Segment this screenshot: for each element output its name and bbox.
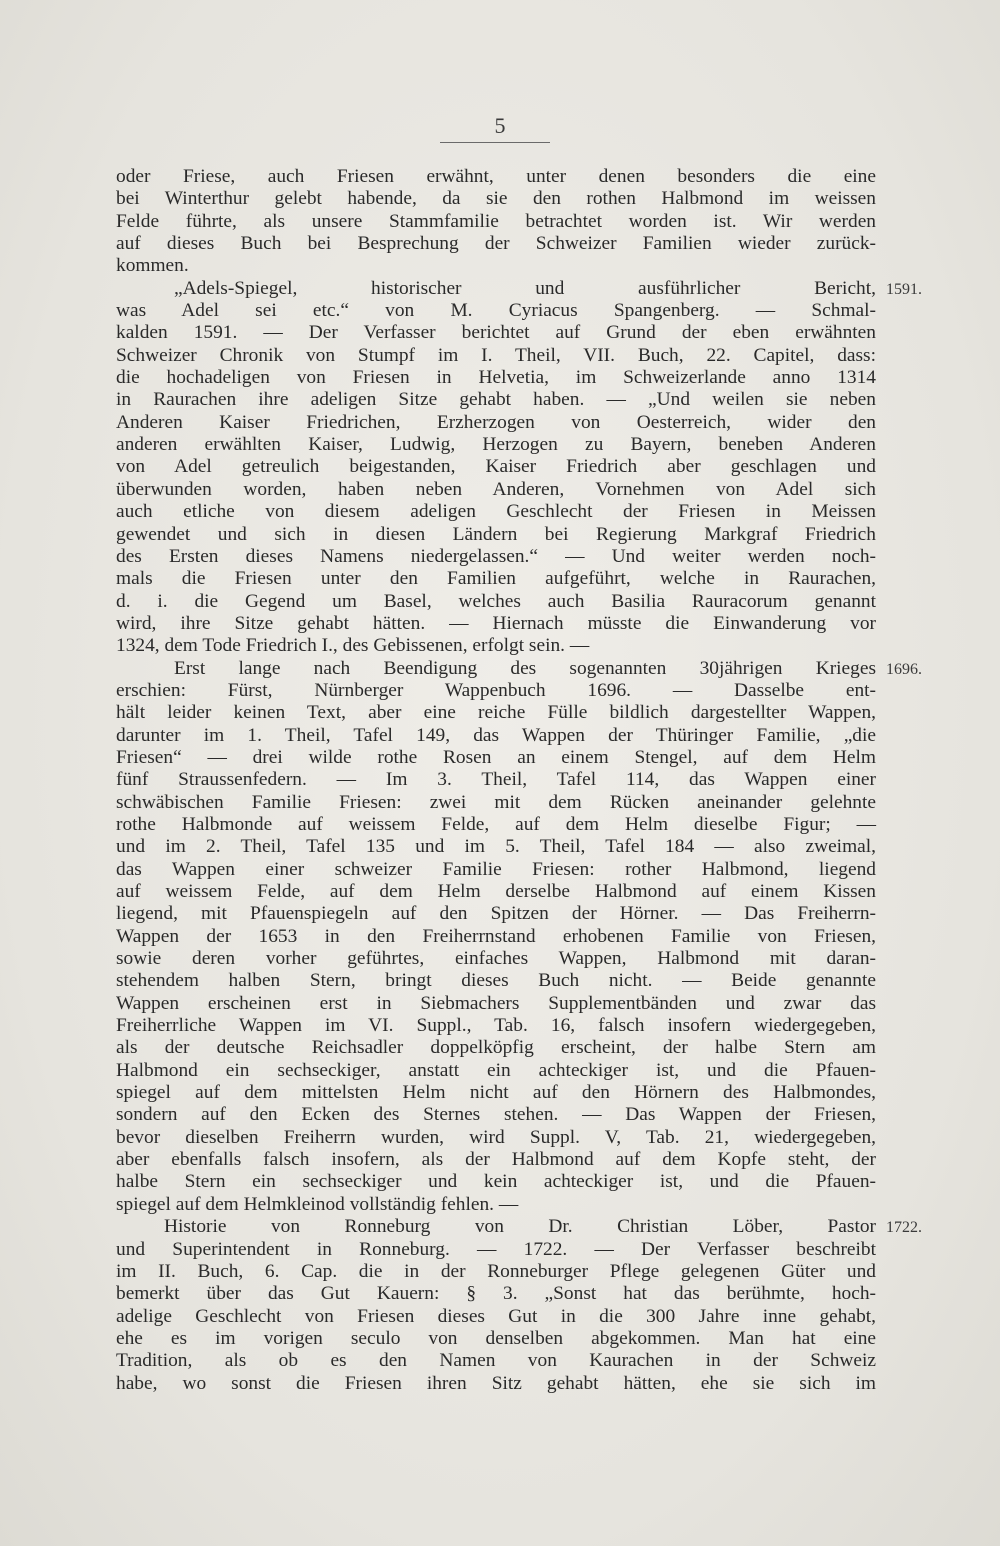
text-line: auf weissem Felde, auf dem Helm derselbe Halbmond auf einem Kissen bbox=[116, 881, 876, 902]
text-line: auf dieses Buch bei Besprechung der Schweizer Familien wieder zurück- bbox=[116, 233, 876, 255]
text-line: was Adel sei etc.“ von M. Cyriacus Spangenberg. — Schmal- bbox=[116, 300, 876, 322]
text-line: Felde führte, als unsere Stammfamilie betrachtet worden ist. Wir werden bbox=[116, 210, 876, 232]
text-line: adelige Geschlecht von Friesen dieses Gut in die 300 Jahre inne gehabt, bbox=[116, 1305, 876, 1327]
text-line: Schweizer Chronik von Stumpf im I. Theil, VII. Buch, 22. Capitel, dass: bbox=[116, 344, 876, 366]
text-line: hält leider keinen Text, aber eine reiche Fülle bildlich dargestellter Wappen, bbox=[116, 702, 876, 724]
text-line: fünf Straussenfedern. — Im 3. Theil, Tafel 114, das Wappen einer bbox=[116, 769, 876, 791]
header-rule bbox=[440, 142, 550, 143]
text-line: d. i. die Gegend um Basel, welches auch Basilia Rauracorum genannt bbox=[116, 590, 876, 612]
text-line: Wappen erscheinen erst in Siebmachers Supplementbänden und zwar das bbox=[116, 992, 876, 1014]
body-text bbox=[116, 166, 876, 1395]
text-line: mals die Friesen unter den Familien aufgeführt, welche in Raurachen, bbox=[116, 568, 876, 590]
text-line: bevor dieselben Freiherrn wurden, wird Suppl. V, Tab. 21, wiedergegeben, bbox=[116, 1126, 876, 1148]
text-line: bemerkt über das Gut Kauern: § 3. „Sonst hat das berühmte, hoch- bbox=[116, 1283, 876, 1305]
text-line: überwunden worden, haben neben Anderen, Vornehmen von Adel sich bbox=[116, 478, 876, 500]
text-line: darunter im 1. Theil, Tafel 149, das Wappen der Thüringer Familie, „die bbox=[116, 724, 876, 746]
text-line: liegend, mit Pfauenspiegeln auf den Spitzen der Hörner. — Das Freiherrn- bbox=[116, 903, 876, 925]
text-line: von Adel getreulich beigestanden, Kaiser Friedrich aber geschlagen und bbox=[116, 456, 876, 478]
text-line: Historie von Ronneburg von Dr. Christian Löber, Pastor bbox=[164, 1216, 876, 1238]
text-line: Freiherrliche Wappen im VI. Suppl., Tab. 16, falsch insofern wiedergegeben, bbox=[116, 1015, 876, 1037]
text-line: kalden 1591. — Der Verfasser berichtet auf Grund der eben erwähnten bbox=[116, 322, 876, 344]
text-line: Anderen Kaiser Friedrichen, Erzherzogen von Oesterreich, wider den bbox=[116, 411, 876, 433]
text-line: oder Friese, auch Friesen erwähnt, unter denen besonders die eine bbox=[116, 166, 876, 187]
text-line: das Wappen einer schweizer Familie Friesen: rother Halbmond, liegend bbox=[116, 858, 876, 880]
text-line: Friesen“ — drei wilde rothe Rosen an einem Stengel, auf dem Helm bbox=[116, 746, 876, 768]
text-line: aber ebenfalls falsch insofern, als der Halbmond auf dem Kopfe steht, der bbox=[116, 1149, 876, 1171]
margin-year-note: 1591. bbox=[886, 280, 922, 298]
text-line: Wappen der 1653 in den Freiherrnstand erhobenen Familie von Friesen, bbox=[116, 925, 876, 947]
text-line: rothe Halbmonde auf weissem Felde, auf dem Helm dieselbe Figur; — bbox=[116, 813, 876, 835]
text-line: und im 2. Theil, Tafel 135 und im 5. Theil, Tafel 184 — also zweimal, bbox=[116, 836, 876, 858]
text-line: sondern auf den Ecken des Sternes stehen. — Das Wappen der Friesen, bbox=[116, 1104, 876, 1126]
text-line: in Raurachen ihre adeligen Sitze gehabt haben. — „Und weilen sie neben bbox=[116, 389, 876, 411]
text-line: kommen. bbox=[116, 255, 189, 277]
text-line: schwäbischen Familie Friesen: zwei mit dem Rücken aneinander gelehnte bbox=[116, 791, 876, 813]
text-line: wird, ihre Sitze gehabt hätten. — Hiernach müsste die Einwanderung vor bbox=[116, 612, 876, 634]
text-line: spiegel auf dem Helmkleinod vollständig fehlen. — bbox=[116, 1193, 519, 1215]
text-line: Erst lange nach Beendigung des sogenannten 30jährigen Krieges bbox=[174, 657, 876, 679]
text-line: spiegel auf dem mittelsten Helm nicht auf den Hörnern des Halbmondes, bbox=[116, 1082, 876, 1104]
text-line: sowie deren vorher geführtes, einfaches Wappen, Halbmond mit daran- bbox=[116, 948, 876, 970]
margin-year-note: 1696. bbox=[886, 660, 922, 678]
text-line: als der deutsche Reichsadler doppelköpfig erscheint, der halbe Stern am bbox=[116, 1037, 876, 1059]
text-line: „Adels-Spiegel, historischer und ausführlicher Bericht, bbox=[174, 277, 876, 299]
text-line: des Ersten dieses Namens niedergelassen.“ — Und weiter werden noch- bbox=[116, 545, 876, 567]
text-line: bei Winterthur gelebt habende, da sie den rothen Halbmond im weissen bbox=[116, 188, 876, 210]
text-line: 1324, dem Tode Friedrich I., des Gebissenen, erfolgt sein. — bbox=[116, 635, 590, 657]
text-line: halbe Stern ein sechseckiger und kein achteckiger ist, und die Pfauen- bbox=[116, 1171, 876, 1193]
text-line: Halbmond ein sechseckiger, anstatt ein achteckiger ist, und die Pfauen- bbox=[116, 1059, 876, 1081]
text-line: anderen erwählten Kaiser, Ludwig, Herzogen zu Bayern, beneben Anderen bbox=[116, 434, 876, 456]
text-line: die hochadeligen von Friesen in Helvetia, im Schweizerlande anno 1314 bbox=[116, 367, 876, 389]
text-line: erschien: Fürst, Nürnberger Wappenbuch 1696. — Dasselbe ent- bbox=[116, 679, 876, 701]
text-line: ehe es im vorigen seculo von denselben abgekommen. Man hat eine bbox=[116, 1327, 876, 1349]
text-line: und Superintendent in Ronneburg. — 1722. — Der Verfasser beschreibt bbox=[116, 1238, 876, 1260]
margin-year-note: 1722. bbox=[886, 1219, 922, 1237]
text-line: im II. Buch, 6. Cap. die in der Ronneburger Pflege gelegenen Güter und bbox=[116, 1260, 876, 1282]
text-line: habe, wo sonst die Friesen ihren Sitz gehabt hätten, ehe sie sich im bbox=[116, 1372, 876, 1394]
text-line: auch etliche von diesem adeligen Geschlecht der Friesen in Meissen bbox=[116, 501, 876, 523]
text-line: Tradition, als ob es den Namen von Kaurachen in der Schweiz bbox=[116, 1350, 876, 1372]
text-line: gewendet und sich in diesen Ländern bei Regierung Markgraf Friedrich bbox=[116, 523, 876, 545]
text-line: stehendem halben Stern, bringt dieses Buch nicht. — Beide genannte bbox=[116, 970, 876, 992]
page-number: 5 bbox=[494, 113, 506, 138]
